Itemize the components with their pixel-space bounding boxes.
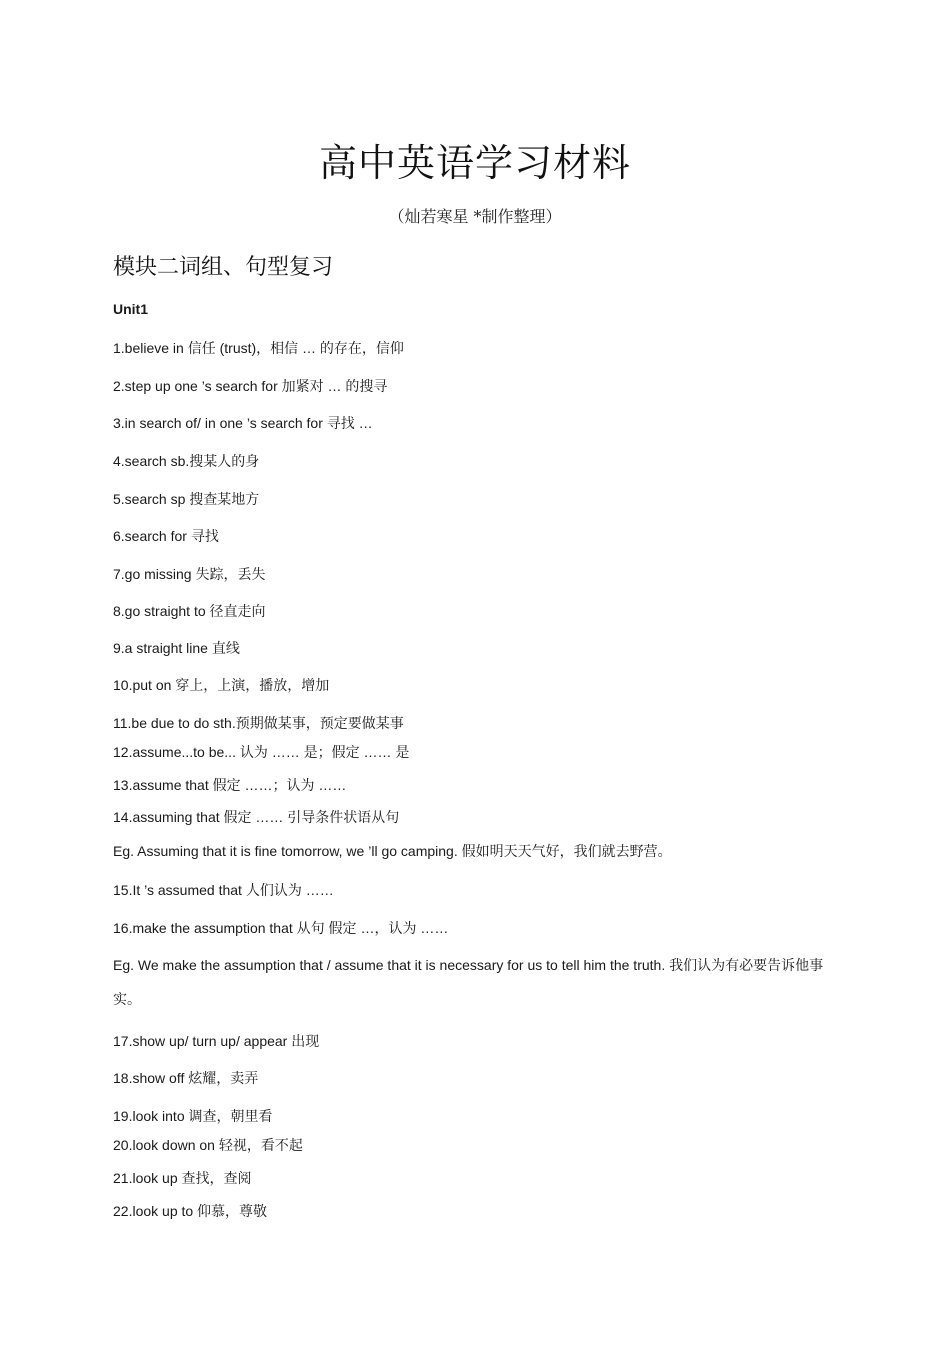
list-item: 19.look into 调查，朝里看: [113, 1108, 273, 1124]
list-item: 4.search sb.搜某人的身: [113, 453, 260, 469]
list-item: 11.be due to do sth.预期做某事，预定要做某事: [113, 715, 404, 731]
list-item: 14.assuming that 假定 …… 引导条件状语从句: [113, 809, 400, 825]
list-item: 20.look down on 轻视，看不起: [113, 1137, 303, 1153]
list-item: 22.look up to 仰慕，尊敬: [113, 1203, 268, 1219]
list-item: 1.believe in 信任 (trust)，相信 … 的存在，信仰: [113, 340, 404, 356]
list-item: 17.show up/ turn up/ appear 出现: [113, 1033, 320, 1049]
list-item: 3.in search of/ in one ’s search for 寻找 …: [113, 415, 373, 431]
list-item: 15.It ’s assumed that 人们认为 ……: [113, 882, 334, 898]
list-item: 10.put on 穿上，上演，播放，增加: [113, 677, 330, 693]
list-item: 21.look up 查找，查阅: [113, 1170, 252, 1186]
list-item: 18.show off 炫耀，卖弄: [113, 1070, 259, 1086]
section-title: 模块二词组、句型复习: [113, 255, 334, 280]
list-item: 6.search for 寻找: [113, 528, 219, 544]
list-item: 12.assume...to be... 认为 …… 是；假定 …… 是: [113, 744, 410, 760]
example-sentence: Eg. We make the assumption that / assume that it is necessary for us to tell him the truth. 我们认为有必要告诉他事实。: [113, 957, 824, 1007]
example-sentence: Eg. Assuming that it is fine tomorrow, we ’ll go camping. 假如明天天气好，我们就去野营。: [113, 843, 672, 859]
unit-title: Unit1: [113, 301, 148, 317]
document-title: 高中英语学习材料: [318, 141, 631, 185]
list-item: 7.go missing 失踪，丢失: [113, 566, 266, 582]
document-subtitle: （灿若寒星 *制作整理）: [388, 207, 562, 226]
list-item: 8.go straight to 径直走向: [113, 603, 266, 619]
list-item: 2.step up one ’s search for 加紧对 … 的搜寻: [113, 378, 388, 394]
list-item: 9.a straight line 直线: [113, 640, 240, 656]
list-item: 5.search sp 搜查某地方: [113, 491, 260, 507]
list-item: 16.make the assumption that 从句 假定 …，认为 ……: [113, 920, 449, 936]
list-item: 13.assume that 假定 ……；认为 ……: [113, 777, 347, 793]
